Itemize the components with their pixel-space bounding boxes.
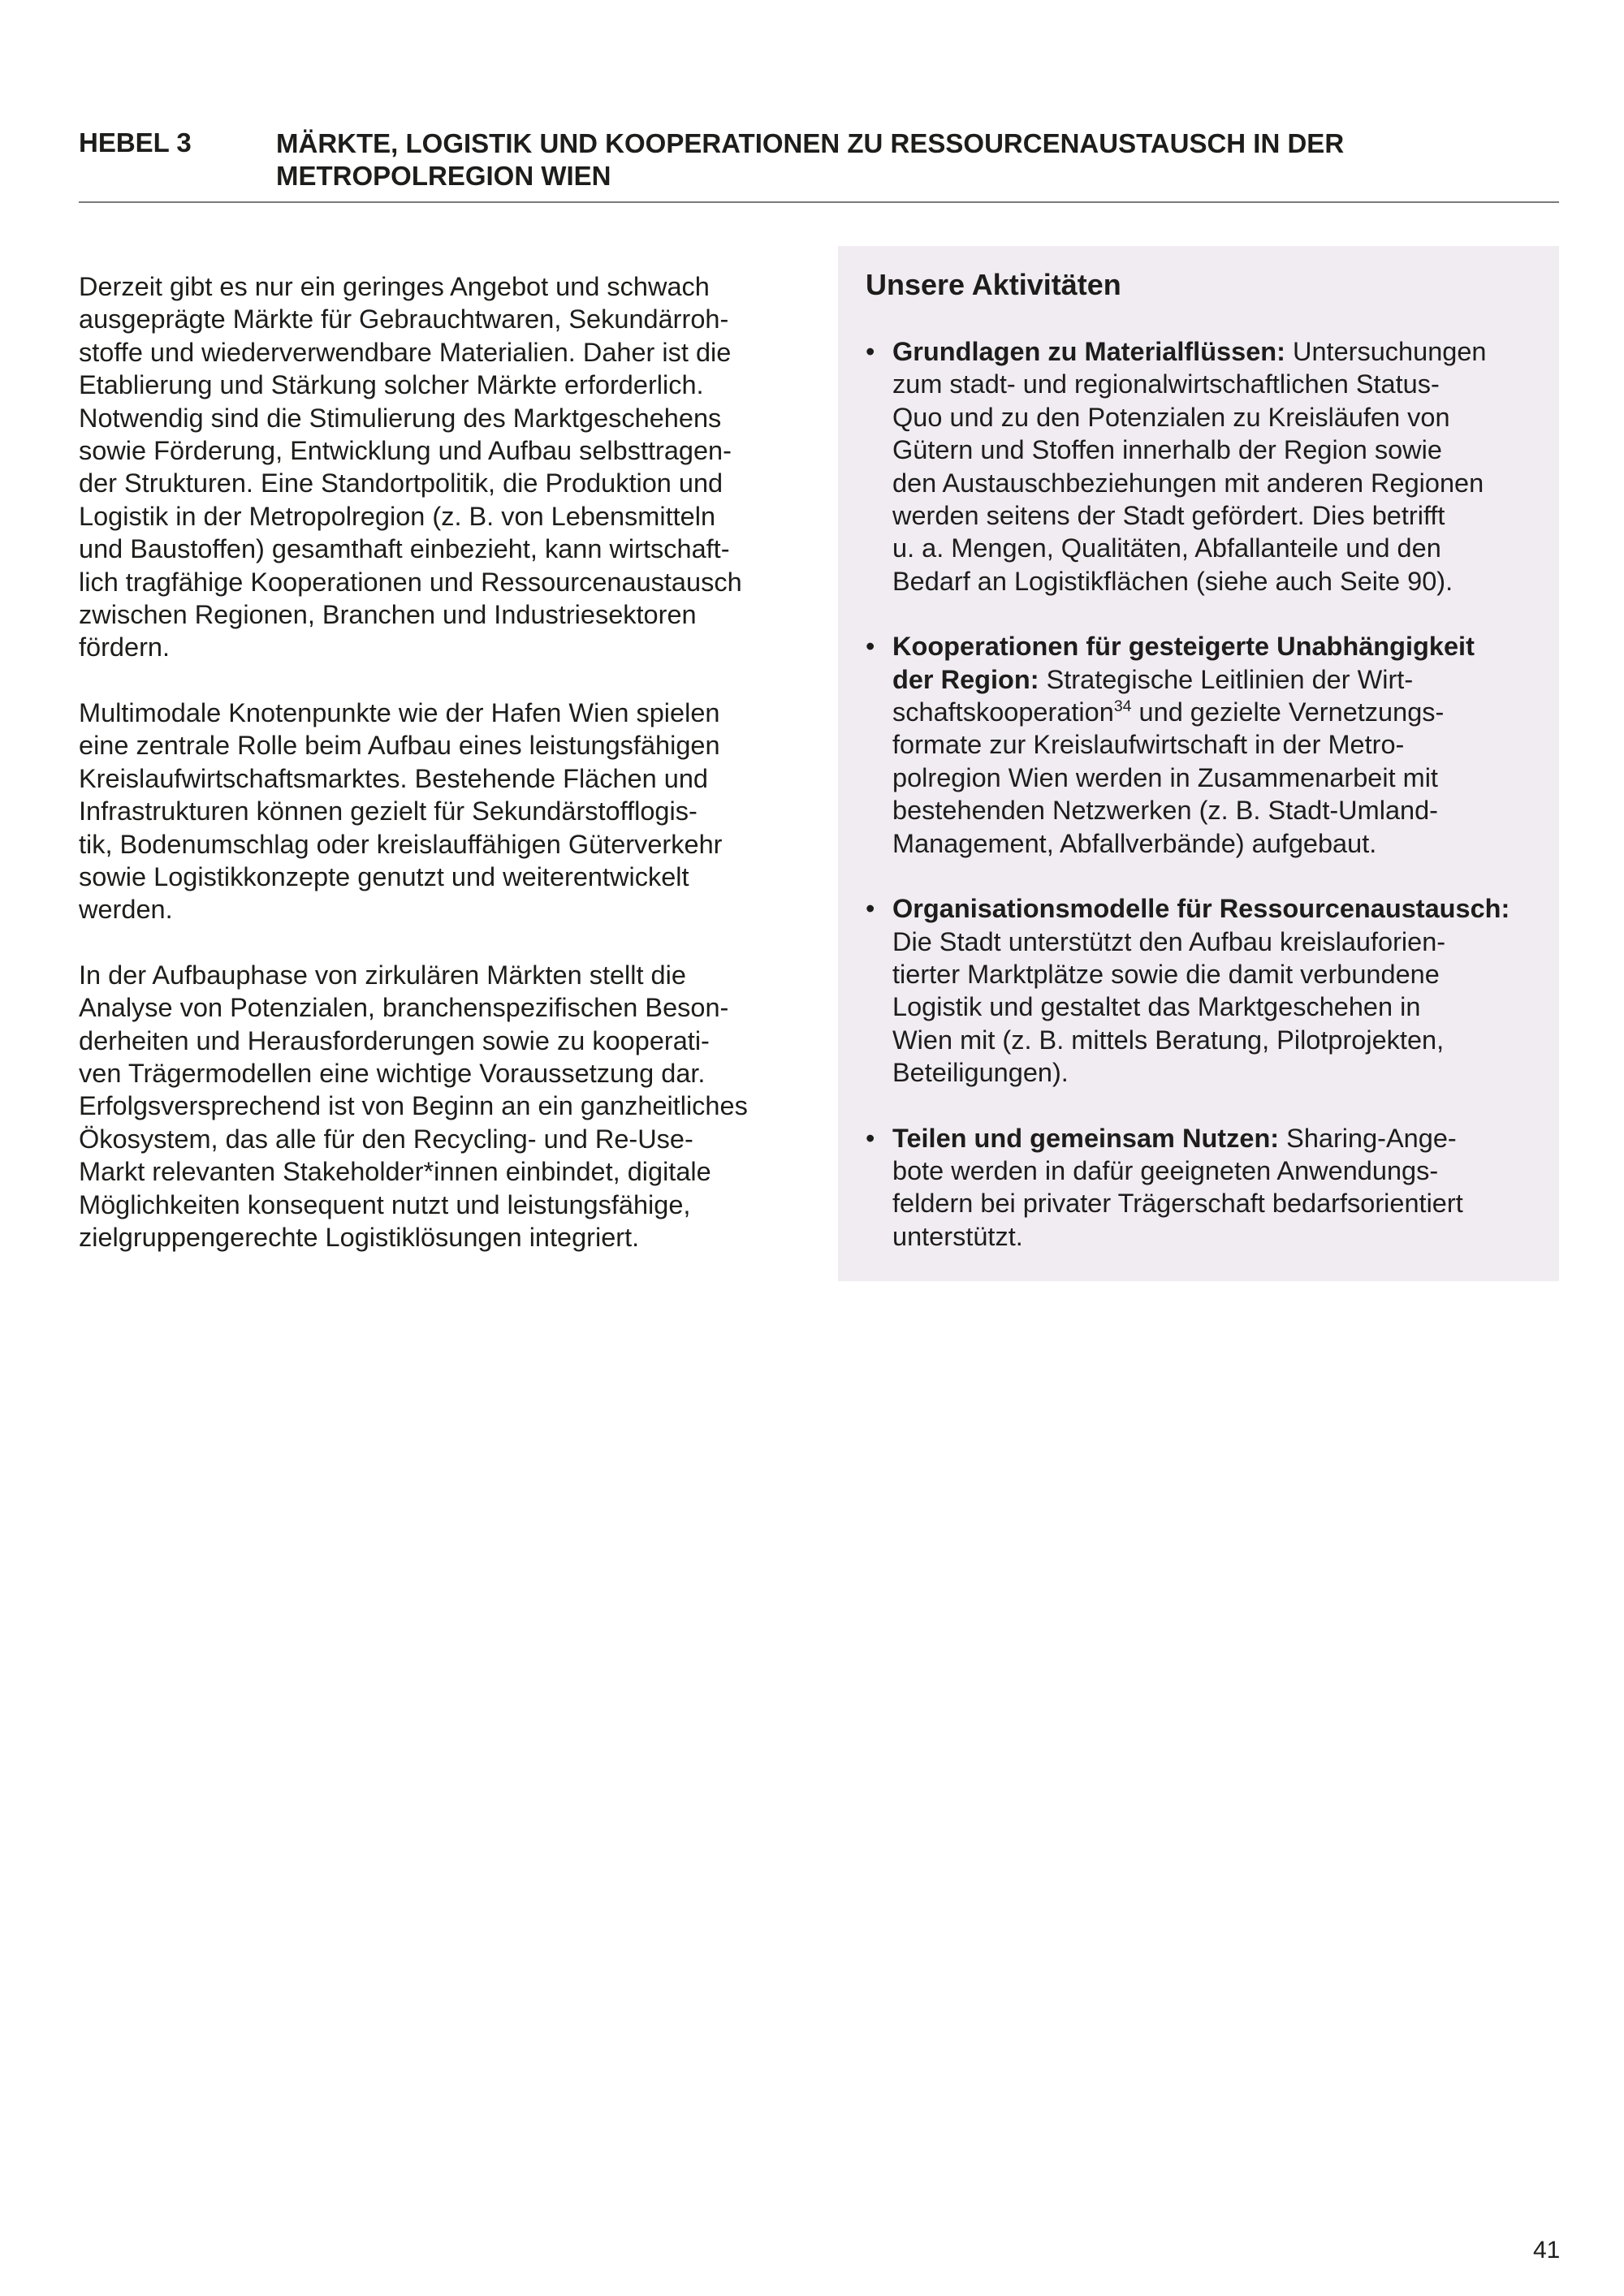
bullet-icon: • bbox=[866, 1123, 875, 1153]
item-heading: Teilen und gemeinsam Nutzen: bbox=[892, 1123, 1280, 1153]
item-text: Sharing-Ange- bote werden in dafür geeigneten Anwendungs- feldern bei privater Trägerschaft bedarfsorientiert unterstützt. bbox=[892, 1123, 1463, 1251]
activities-title: Unsere Aktivitäten bbox=[866, 268, 1121, 301]
item-heading: Grundlagen zu Materialflüssen: bbox=[892, 337, 1285, 366]
footnote-marker: 34 bbox=[1113, 697, 1132, 716]
header-divider bbox=[79, 201, 1559, 203]
activities-box bbox=[838, 246, 1559, 1281]
lever-label: HEBEL 3 bbox=[79, 127, 192, 158]
body-text bbox=[79, 270, 806, 1286]
item-text: Strategische Leitlinien der Wirt- schaftskooperation bbox=[892, 664, 1414, 727]
page-number: 41 bbox=[1533, 2237, 1561, 2264]
item-text: und gezielte Vernetzungs- formate zur Kreislaufwirtschaft in der Metro- polregion Wien werden in Zusammenarbeit mit bestehenden Netzwerken (z. B. Stadt-Umland- Management, Abfallverbände) aufgebaut. bbox=[892, 697, 1445, 858]
item-heading: Organisationsmodelle für Ressourcenaustausch: bbox=[892, 894, 1510, 924]
bullet-icon: • bbox=[866, 632, 875, 662]
item-text: Die Stadt unterstützt den Aufbau kreislauforien- tierter Marktplätze sowie die damit verbundene Logistik und gestaltet das Marktgeschehen in Wien mit (z. B. mittels Beratung, Pilotprojekten, Beteiligungen). bbox=[892, 926, 1446, 1088]
bullet-icon: • bbox=[866, 337, 875, 366]
body-paragraph: Multimodale Knotenpunkte wie der Hafen Wien spielen eine zentrale Rolle beim Aufbau eines leistungsfähigen Kreislaufwirtschaftsmarktes. Bestehende Flächen und Infrastrukturen können gezielt für Sekundärstofflogis- tik, Bodenumschlag oder kreislauffähigen Güterverkehr sowie Logistikkonzepte genutzt und weiterentwickelt werden. bbox=[79, 697, 723, 925]
section-title: MÄRKTE, LOGISTIK UND KOOPERATIONEN ZU RESSOURCENAUSTAUSCH IN DER METROPOLREGION WIEN bbox=[276, 128, 1345, 191]
item-heading: Kooperationen für gesteigerte Unabhängigkeit der Region: bbox=[892, 632, 1475, 694]
bullet-icon: • bbox=[866, 894, 875, 924]
list-item bbox=[866, 892, 1556, 1089]
body-paragraph: Derzeit gibt es nur ein geringes Angebot und schwach ausgeprägte Märkte für Gebrauchtwaren, Sekundärroh- stoffe und wiederverwendbare Materialien. Daher ist die Etablierung und Stärkung solcher Märkte erforderlich. Notwendig sind die Stimulierung des Marktgeschehens sowie Förderung, Entwicklung und Aufbau selbsttragen- der Strukturen. Eine Standortpolitik, die Produktion und Logistik in der Metropolregion (z. B. von Lebensmitteln und Baustoffen) gesamthaft einbezieht, kann wirtschaft- lich tragfähige Kooperationen und Ressourcenaustausch zwischen Regionen, Branchen und Industriesektoren fördern. bbox=[79, 272, 742, 662]
list-item bbox=[866, 630, 1556, 860]
list-item bbox=[866, 335, 1556, 598]
list-item bbox=[866, 1122, 1556, 1254]
activities-list bbox=[866, 335, 1556, 1285]
body-paragraph: In der Aufbauphase von zirkulären Märkten stellt die Analyse von Potenzialen, branchenspezifischen Beson- derheiten und Herausforderungen sowie zu kooperati- ven Trägermodellen eine wichtige Voraussetzung dar. Erfolgsversprechend ist von Beginn an ein ganzheitliches Ökosystem, das alle für den Recycling- und Re-Use- Markt relevanten Stakeholder*innen einbindet, digitale Möglichkeiten konsequent nutzt und leistungsfähige, zielgruppengerechte Logistiklösungen integriert. bbox=[79, 960, 748, 1252]
item-text: Untersuchungen zum stadt- und regionalwirtschaftlichen Status- Quo und zu den Potenzialen zu Kreisläufen von Gütern und Stoffen innerhalb der Region sowie den Austauschbeziehungen mit anderen Regionen werden seitens der Stadt gefördert. Dies betrifft u. a. Mengen, Qualitäten, Abfallanteile und den Bedarf an Logistikflächen (siehe auch Seite 90). bbox=[892, 337, 1487, 596]
